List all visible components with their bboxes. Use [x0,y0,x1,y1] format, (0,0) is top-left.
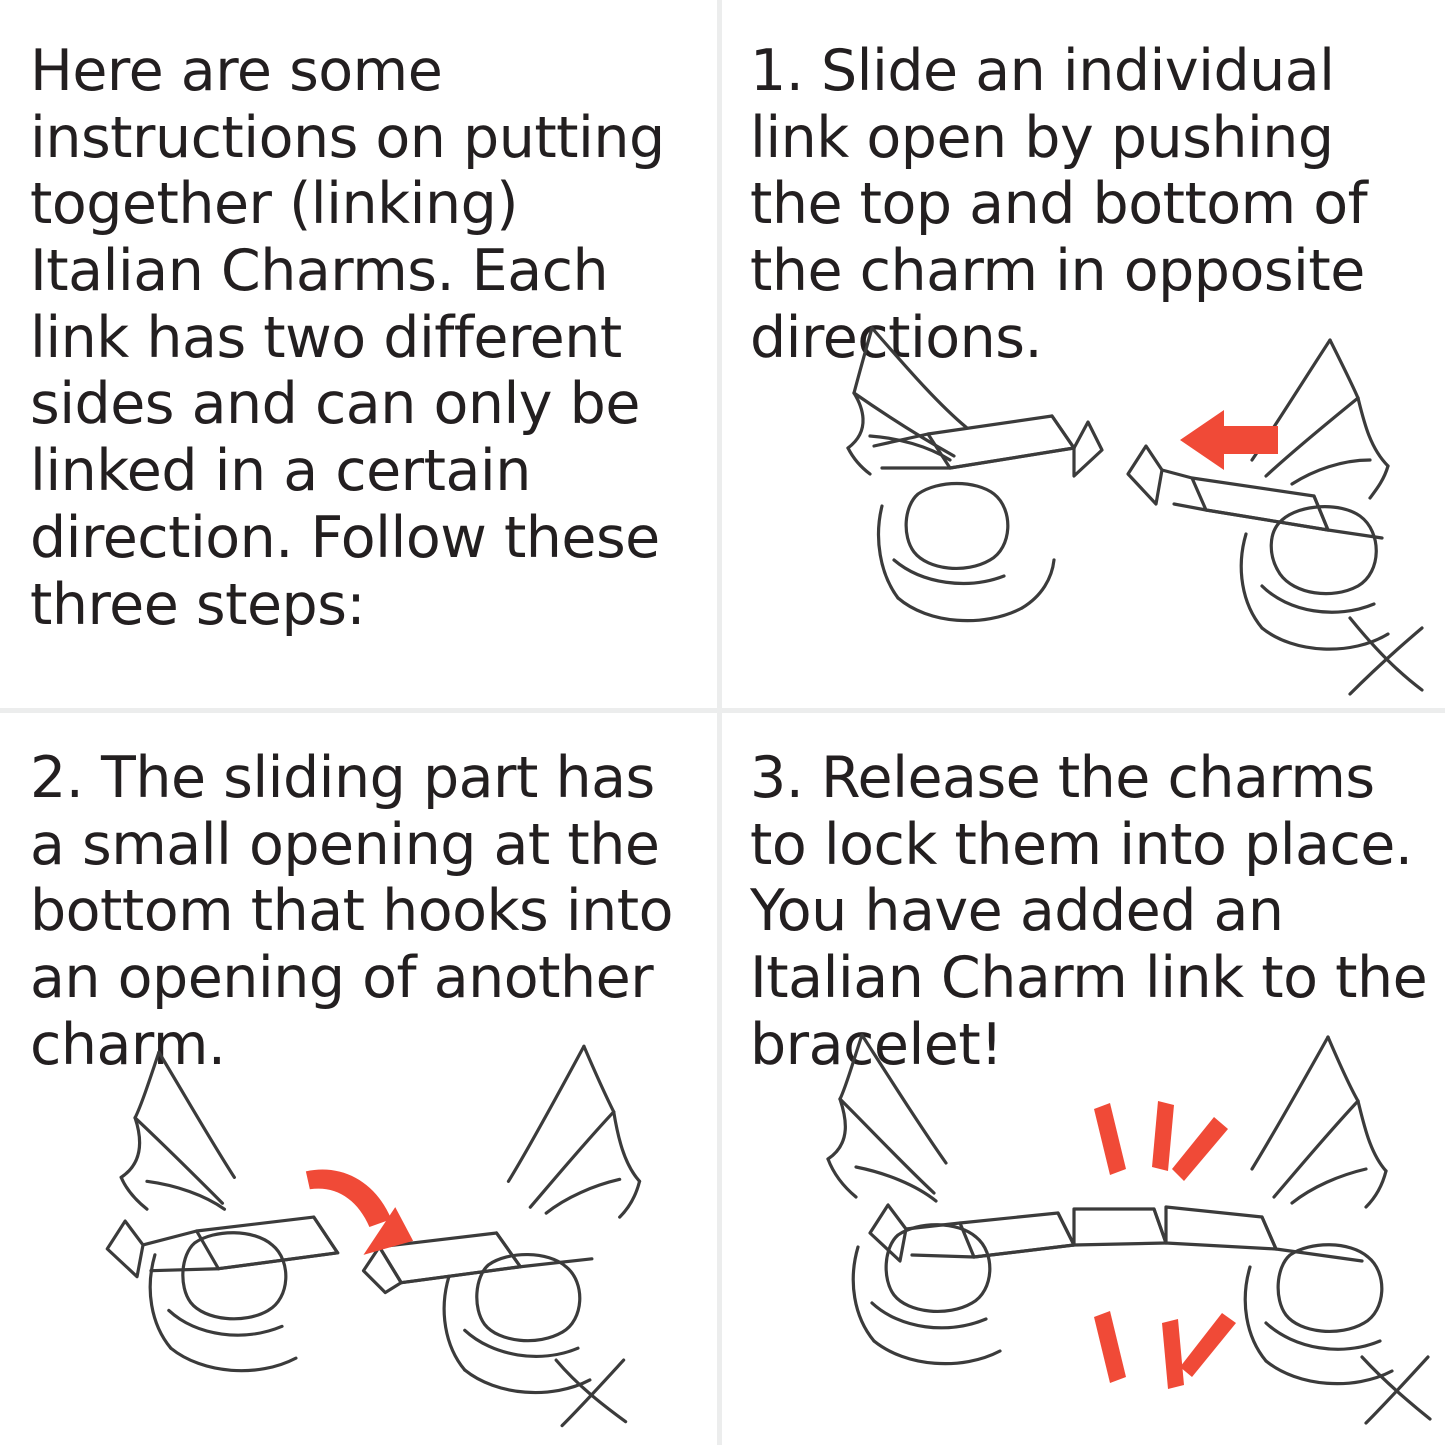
panel-step-1-text: 1. Slide an individual link open by pushing the top and bottom of the charm in opposite directions. [750,38,1368,371]
panel-step-3-text: 3. Release the charms to lock them into place. You have added an Italian Charm link to the bracelet! [750,745,1428,1078]
hands-sliding-charm-open-diagram [722,298,1445,698]
hands-releasing-charm-locked-diagram [722,1017,1445,1437]
panel-step-2 [0,713,722,1445]
panel-intro-text: Here are some instructions on putting together (linking) Italian Charms. Each link has two different sides and can only be linked in a certain direction. Follow these three steps: [30,38,665,638]
panel-step-2-text: 2. The sliding part has a small opening at the bottom that hooks into an opening of another charm. [30,745,674,1078]
panel-step-1 [722,0,1445,713]
panel-step-3 [722,713,1445,1445]
arrow-curved-down-icon [306,1170,413,1255]
arrow-left-icon [1180,410,1278,470]
hands-hooking-charm-diagram [0,1031,717,1431]
panel-intro [0,0,722,713]
